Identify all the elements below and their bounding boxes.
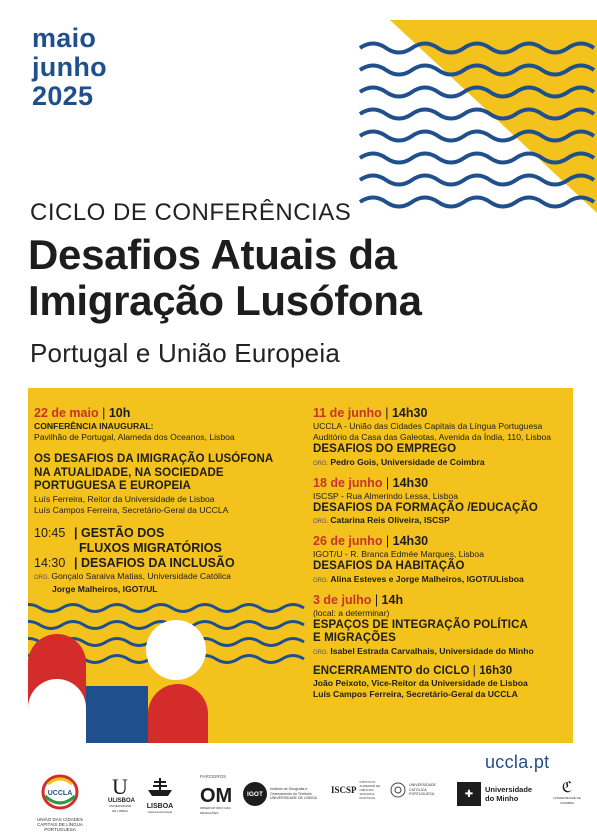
ulisboa-logo: U ULISBOA UNIVERSIDADE DE LISBOA xyxy=(108,774,135,813)
date-month-1: maio xyxy=(32,23,97,53)
catolica-logo xyxy=(390,782,450,798)
event-label: CONFERÊNCIA INAUGURAL: xyxy=(34,421,154,431)
ulisboa-label: ULISBOA xyxy=(108,798,135,804)
separator: | xyxy=(382,534,393,548)
lisboa-ship-icon xyxy=(142,776,178,798)
event-date-row xyxy=(313,593,573,608)
event-time: 10h xyxy=(108,406,131,420)
organizer xyxy=(313,515,573,528)
session-title: FLUXOS MIGRATÓRIOS xyxy=(79,540,222,555)
event-venue: Pavilhão de Portugal, Alameda dos Oceanos, Lisboa xyxy=(34,432,235,442)
session-title: | GESTÃO DOS xyxy=(74,525,165,540)
event-title: DESAFIOS DO EMPREGO xyxy=(313,443,457,455)
event-venue: ISCSP - Rua Almerindo Lessa, Lisboa xyxy=(313,490,459,501)
event-time: 14h30 xyxy=(392,534,429,548)
org-name: Pedro Gois, Universidade de Coimbra xyxy=(330,456,485,467)
closing-title-row xyxy=(313,665,573,679)
event-date: 11 de junho xyxy=(313,406,382,420)
speaker: Luís Campos Ferreira, Secretário-Geral da UCCLA xyxy=(313,689,518,699)
event-venue: (local: a determinar) xyxy=(313,607,390,618)
org-name: Catarina Reis Oliveira, ISCSP xyxy=(330,515,450,525)
main-title-line-1: Desafios Atuais da xyxy=(28,231,397,278)
event-time: 14h30 xyxy=(392,475,429,490)
org-label: ORG. xyxy=(313,519,329,525)
top-wave-graphic xyxy=(300,18,597,213)
event-title-line: NA ATUALIDADE, NA SOCIEDADE xyxy=(34,466,224,479)
event-date: 3 de julho xyxy=(313,592,372,607)
igot-caption-2: UNIVERSIDADE DE LISBOA xyxy=(270,796,317,801)
event-date: 26 de junho xyxy=(313,534,383,548)
speaker: João Peixoto, Vice-Reitor da Universidade de Lisboa xyxy=(313,678,528,688)
session-row-cont xyxy=(34,541,296,556)
session-time: 10:45 xyxy=(34,525,66,540)
event-venue: IGOT/U - R. Branca Edmée Marques, Lisboa xyxy=(313,549,484,559)
uccla-wordmark: UCCLA xyxy=(47,790,73,797)
event-time: 14h30 xyxy=(391,406,428,420)
lisboa-label: LISBOA xyxy=(146,803,174,810)
partners-label: PARCEIROS xyxy=(200,774,227,779)
org-name: Isabel Estrada Carvalhais, Universidade do Minho xyxy=(330,645,534,656)
igot-badge: IGOT xyxy=(243,782,267,806)
closing-title: ENCERRAMENTO do CICLO xyxy=(313,664,470,677)
session-time: 14:30 xyxy=(34,555,66,570)
event-date-row xyxy=(313,406,573,421)
uccla-caption: UNIÃO DAS CIDADES CAPITAIS DE LÍNGUA PORTUGUESA xyxy=(36,817,83,832)
website-link[interactable]: uccla.pt xyxy=(485,752,550,772)
separator: | xyxy=(98,406,109,420)
org-name: Alina Esteves e Jorge Malheiros, IGOT/ULisboa xyxy=(330,573,524,584)
date-range xyxy=(32,24,107,111)
lisboa-caption: Câmara Municipal xyxy=(147,810,173,814)
date-month-2: junho xyxy=(32,52,107,82)
igot-caption: Instituto de Geografia e Ordenamento do Território xyxy=(270,787,312,796)
event-date-row xyxy=(313,476,573,491)
uccla-logo xyxy=(30,774,90,832)
om-caption: OBSERVATÓRIO DAS MIGRAÇÕES xyxy=(200,806,231,815)
uminho-label-2: do Minho xyxy=(485,794,519,803)
org-label: ORG. xyxy=(313,577,329,584)
uc-logo xyxy=(548,780,586,806)
event-date: 22 de maio xyxy=(34,406,99,420)
session-row xyxy=(34,556,296,571)
iscsp-logo xyxy=(331,780,386,800)
uminho-logo xyxy=(457,782,541,806)
organizer xyxy=(313,457,573,470)
lisboa-logo xyxy=(142,776,178,815)
org-label: ORG. xyxy=(313,460,329,467)
subtitle: Portugal e União Europeia xyxy=(30,338,340,368)
igot-logo xyxy=(243,782,323,806)
speaker: Luís Ferreira, Reitor da Universidade de Lisboa xyxy=(34,493,215,504)
event-title-line: ESPAÇOS DE INTEGRAÇÃO POLÍTICA xyxy=(313,618,528,631)
event-title-line: E MIGRAÇÕES xyxy=(313,632,396,644)
org-name: Gonçalo Saraiva Matias, Universidade Católica xyxy=(51,570,231,581)
main-title-line-2: Imigração Lusófona xyxy=(28,277,422,324)
uc-monogram-icon: ℭ xyxy=(561,780,573,796)
uminho-emblem-icon: ✚ xyxy=(457,782,481,806)
partner-logos xyxy=(0,772,597,832)
event-venue: Auditório da Casa das Galeotas, Avenida da Índia, 110, Lisboa xyxy=(313,432,552,442)
series-heading: CICLO DE CONFERÊNCIAS xyxy=(30,199,352,226)
main-title xyxy=(28,232,422,324)
om-label: OM xyxy=(200,785,233,807)
separator: | xyxy=(381,406,392,420)
uccla-emblem-icon xyxy=(30,774,90,812)
date-year: 2025 xyxy=(32,81,94,111)
org-name: Jorge Malheiros, IGOT/UL xyxy=(52,583,158,594)
event-date-row xyxy=(34,406,296,421)
separator: | xyxy=(469,664,480,677)
uc-caption: UNIVERSIDADE DE COIMBRA xyxy=(553,796,581,805)
organizer xyxy=(34,571,296,584)
iscsp-label: ISCSP xyxy=(331,784,357,795)
session-row xyxy=(34,526,296,541)
event-title-line: PORTUGUESA E EUROPEIA xyxy=(34,480,191,492)
organizer xyxy=(34,584,296,595)
separator: | xyxy=(371,592,382,607)
event-time: 14h xyxy=(381,592,404,607)
uminho-label-1: Universidade xyxy=(485,785,533,794)
organizer xyxy=(313,574,573,587)
closing-time: 16h30 xyxy=(479,664,513,677)
program-left-column xyxy=(34,406,296,595)
event-title: DESAFIOS DA HABITAÇÃO xyxy=(313,560,465,572)
event-title-line: OS DESAFIOS DA IMIGRAÇÃO LUSÓFONA xyxy=(34,453,274,465)
catolica-seal-icon xyxy=(390,782,406,798)
event-date-row xyxy=(313,534,573,549)
ulisboa-caption: UNIVERSIDADE DE LISBOA xyxy=(108,804,132,813)
event-venue: UCCLA - União das Cidades Capitais da Língua Portuguesa xyxy=(313,421,543,431)
catolica-caption: UNIVERSIDADE CATÓLICA PORTUGUESA xyxy=(409,783,436,797)
om-logo xyxy=(200,786,238,816)
event-title: DESAFIOS DA FORMAÇÃO /EDUCAÇÃO xyxy=(313,501,538,514)
org-label: ORG. xyxy=(313,649,329,656)
org-label: ORG. xyxy=(34,574,50,581)
organizer xyxy=(313,646,573,659)
iscsp-caption: INSTITUTO SUPERIOR DE CIÊNCIAS SOCIAIS E POLÍTICAS xyxy=(359,780,381,800)
speaker: Luís Campos Ferreira, Secretário-Geral da UCCLA xyxy=(34,504,229,515)
program-right-column xyxy=(313,406,573,700)
separator: | xyxy=(382,475,393,490)
event-date: 18 de junho xyxy=(313,475,383,490)
session-title: | DESAFIOS DA INCLUSÃO xyxy=(74,555,235,570)
